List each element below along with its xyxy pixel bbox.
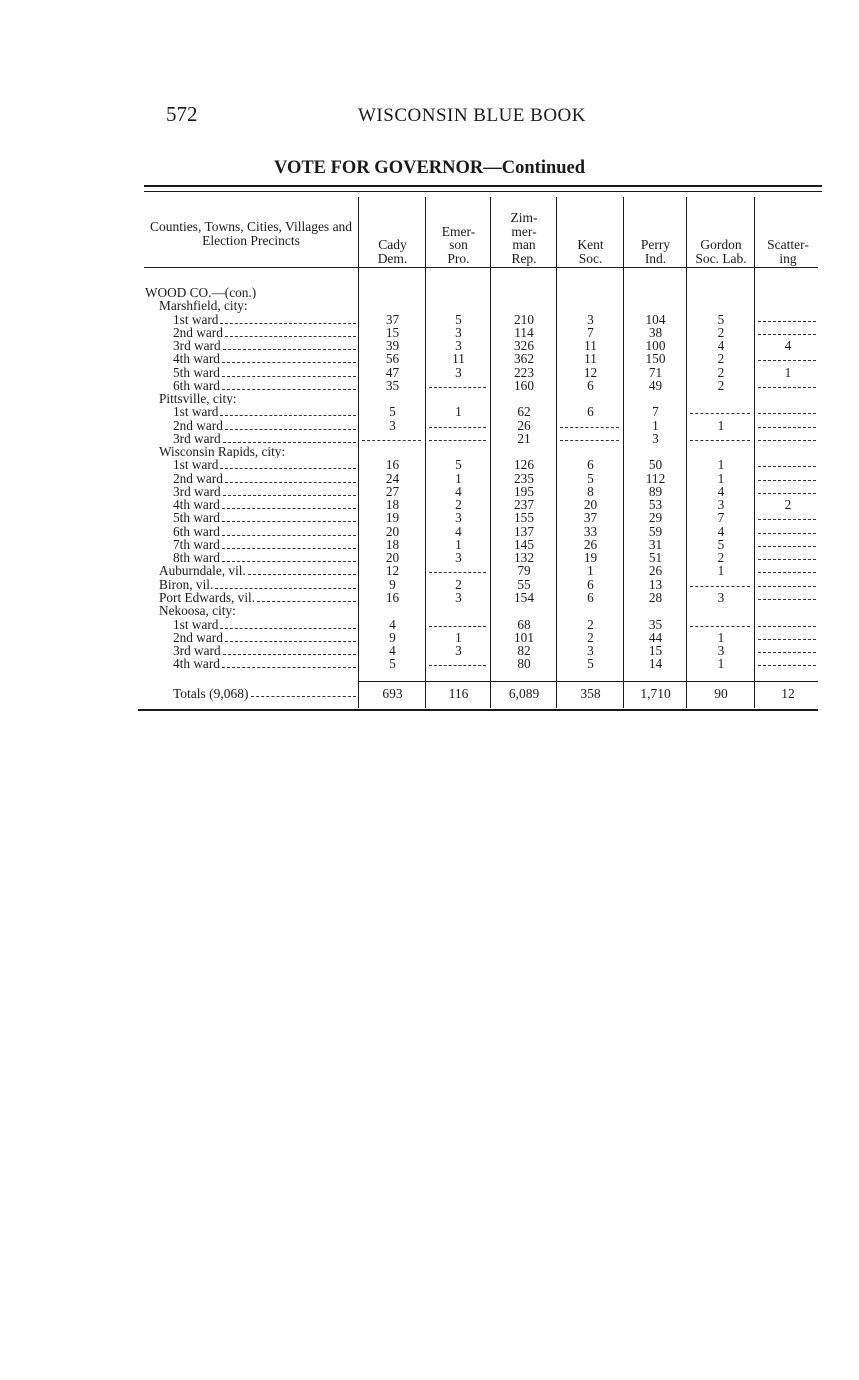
cell-perry: 31: [648, 536, 663, 552]
cell-kent: 5: [587, 470, 594, 486]
cell-emerson: 3: [455, 338, 462, 354]
table-row: [0, 564, 859, 577]
cell-zimmerman: 26: [517, 417, 531, 433]
table-row: [0, 525, 859, 538]
empty-cell-dash: [758, 533, 816, 534]
table-row: [0, 392, 859, 405]
leader-dots: [222, 667, 356, 668]
cell-perry: 13: [648, 576, 663, 592]
empty-cell-dash: [690, 586, 750, 587]
cell-perry: 1: [652, 417, 659, 433]
table-row: [0, 591, 859, 604]
row-label: 7th ward: [173, 537, 220, 552]
column-header-zimmerman-line2: mer-: [511, 223, 537, 239]
total-gordon: 90: [714, 686, 728, 701]
empty-cell-dash: [758, 440, 816, 441]
column-header-zimmerman-line4: Rep.: [511, 250, 537, 266]
cell-kent: 6: [587, 576, 594, 592]
row-label: 2nd ward: [173, 418, 223, 432]
cell-perry: 35: [648, 616, 663, 632]
cell-cady: 12: [385, 563, 400, 579]
cell-zimmerman: 145: [514, 536, 534, 552]
leader-dots: [220, 415, 356, 416]
table-title-suffix: —Continued: [483, 158, 586, 178]
cell-perry: 71: [648, 364, 663, 380]
cell-emerson: 3: [455, 510, 462, 526]
cell-perry: 26: [648, 563, 663, 579]
row-label: Auburndale, vil.: [159, 564, 246, 578]
empty-cell-dash: [758, 427, 816, 428]
column-header-perry-line4: Ind.: [644, 250, 667, 266]
cell-cady: 18: [385, 536, 400, 552]
empty-cell-dash: [758, 413, 816, 414]
cell-cady: 15: [385, 324, 400, 340]
cell-perry: 49: [648, 377, 663, 393]
cell-kent: 1: [587, 563, 594, 579]
cell-perry: 14: [648, 656, 663, 672]
column-header-gordon-line4: Soc. Lab.: [695, 250, 747, 266]
cell-perry: 28: [648, 589, 663, 605]
leader-dots: [222, 376, 356, 377]
cell-gordon: 1: [717, 629, 725, 645]
cell-gordon: 4: [717, 483, 725, 499]
cell-kent: 7: [587, 324, 594, 340]
empty-cell-dash: [758, 599, 816, 600]
cell-emerson: 1: [455, 404, 462, 420]
cell-zimmerman: 114: [514, 324, 534, 340]
cell-zimmerman: 80: [517, 656, 531, 672]
cell-emerson: 3: [455, 643, 462, 659]
row-label: 4th ward: [173, 498, 220, 512]
row-label: 3rd ward: [173, 431, 221, 446]
row-label: 3rd ward: [173, 339, 221, 353]
empty-cell-dash: [758, 572, 816, 573]
cell-emerson: 4: [455, 523, 462, 539]
table-row: [0, 286, 859, 299]
total-perry: 1,710: [640, 686, 671, 701]
column-header-kent-line3: Kent: [577, 237, 604, 252]
table-row: [0, 551, 859, 564]
cell-gordon: 2: [717, 351, 725, 367]
totals-rule: [358, 681, 818, 682]
cell-kent: 6: [587, 404, 594, 420]
table-row: [0, 657, 859, 670]
cell-gordon: 1: [717, 470, 725, 486]
leader-dots: [222, 389, 356, 390]
row-label: Pittsville, city:: [159, 392, 237, 406]
leader-dots: [220, 323, 356, 324]
cell-cady: 3: [389, 417, 396, 433]
table-row: [0, 313, 859, 326]
row-label: 4th ward: [173, 657, 220, 671]
leader-dots: [222, 508, 356, 509]
cell-cady: 16: [385, 457, 400, 473]
cell-kent: 37: [583, 510, 598, 526]
total-kent: 358: [580, 686, 601, 701]
cell-perry: 50: [648, 457, 663, 473]
column-header-perry-line3: Perry: [640, 237, 671, 252]
cell-kent: 11: [584, 338, 597, 354]
cell-kent: 5: [587, 656, 594, 672]
cell-zimmerman: 55: [517, 576, 531, 592]
table-row: [0, 578, 859, 591]
leader-dots: [223, 349, 356, 350]
cell-zimmerman: 155: [514, 510, 534, 526]
bottom-rule: [138, 709, 818, 711]
cell-kent: 3: [587, 311, 594, 327]
cell-emerson: 11: [452, 351, 465, 367]
cell-zimmerman: 82: [517, 643, 531, 659]
column-header-emerson-line4: Pro.: [447, 250, 470, 266]
cell-emerson: 1: [455, 536, 462, 552]
empty-cell-dash: [429, 387, 486, 388]
cell-kent: 12: [583, 364, 598, 380]
empty-cell-dash: [758, 586, 816, 587]
cell-emerson: 3: [455, 364, 462, 380]
cell-cady: 20: [385, 523, 400, 539]
cell-gordon: 5: [717, 311, 725, 327]
cell-scattering: 4: [784, 338, 792, 354]
empty-cell-dash: [429, 427, 486, 428]
table-row: [0, 538, 859, 551]
empty-cell-dash: [362, 440, 421, 441]
leader-dots: [223, 495, 356, 496]
leader-dots: [223, 442, 356, 443]
table-row: [0, 458, 859, 471]
empty-cell-dash: [429, 665, 486, 666]
cell-kent: 8: [587, 483, 594, 499]
cell-perry: 44: [648, 629, 663, 645]
total-emerson: 116: [448, 686, 469, 701]
cell-zimmerman: 362: [514, 351, 534, 367]
empty-cell-dash: [758, 639, 816, 640]
cell-emerson: 1: [455, 629, 462, 645]
table-row: [0, 618, 859, 631]
total-zimmerman: 6,089: [508, 686, 540, 701]
cell-zimmerman: 132: [514, 550, 534, 566]
cell-emerson: 1: [455, 470, 462, 486]
column-header-scattering-line4: ing: [779, 250, 797, 266]
cell-perry: 100: [645, 338, 666, 354]
cell-cady: 9: [389, 576, 396, 592]
empty-cell-dash: [560, 440, 619, 441]
cell-kent: 33: [583, 523, 598, 539]
cell-gordon: 3: [717, 589, 725, 605]
cell-zimmerman: 326: [514, 338, 534, 354]
table-row: [0, 511, 859, 524]
cell-emerson: 3: [455, 550, 462, 566]
cell-perry: 59: [648, 523, 663, 539]
table-row: [0, 604, 859, 617]
cell-zimmerman: 62: [517, 404, 531, 420]
empty-cell-dash: [560, 427, 619, 428]
cell-gordon: 3: [717, 643, 725, 659]
column-header-zimmerman-line1: Zim-: [510, 210, 538, 225]
cell-emerson: 2: [455, 576, 462, 592]
cell-cady: 56: [385, 351, 400, 367]
cell-cady: 18: [385, 497, 400, 513]
cell-zimmerman: 21: [517, 430, 531, 446]
table-row: [0, 366, 859, 379]
cell-emerson: 5: [455, 311, 462, 327]
cell-cady: 5: [389, 656, 396, 672]
row-label: 2nd ward: [173, 325, 223, 340]
table-row: [0, 299, 859, 312]
cell-perry: 51: [648, 550, 663, 566]
row-label: WOOD CO.—(con.): [145, 286, 257, 300]
cell-zimmerman: 235: [514, 470, 534, 486]
cell-zimmerman: 210: [514, 311, 534, 327]
cell-gordon: 7: [717, 510, 725, 526]
top-rule-thin: [144, 191, 822, 192]
cell-cady: 4: [389, 616, 396, 632]
column-header-emerson-line3: son: [449, 237, 468, 252]
cell-perry: 7: [652, 404, 659, 420]
totals-label: Totals (9,068): [173, 686, 249, 701]
cell-zimmerman: 101: [514, 629, 534, 645]
empty-cell-dash: [758, 360, 816, 361]
cell-zimmerman: 154: [514, 589, 534, 605]
row-label: Biron, vil.: [159, 577, 214, 592]
empty-cell-dash: [758, 665, 816, 666]
cell-zimmerman: 160: [514, 377, 534, 393]
empty-cell-dash: [429, 440, 486, 441]
cell-kent: 19: [583, 550, 598, 566]
table-title: [0, 158, 859, 179]
row-label: Marshfield, city:: [159, 299, 248, 313]
table-row: [0, 445, 859, 458]
leader-dots: [225, 641, 356, 642]
row-label: Port Edwards, vil.: [159, 590, 256, 605]
cell-gordon: 1: [717, 457, 725, 473]
row-label: 2nd ward: [173, 630, 223, 645]
row-label: 2nd ward: [173, 471, 223, 485]
row-label: Wisconsin Rapids, city:: [159, 445, 286, 459]
cell-emerson: 5: [455, 457, 462, 473]
row-label: 5th ward: [173, 511, 220, 525]
cell-kent: 6: [587, 589, 594, 605]
table-row: [0, 485, 859, 498]
cell-zimmerman: 79: [517, 563, 531, 579]
cell-zimmerman: 237: [514, 497, 534, 513]
cell-cady: 37: [385, 311, 400, 327]
empty-cell-dash: [758, 387, 816, 388]
row-label: 3rd ward: [173, 644, 221, 658]
cell-zimmerman: 126: [514, 457, 534, 473]
column-header-cady-line3: Cady: [378, 237, 407, 252]
empty-cell-dash: [690, 440, 750, 441]
empty-cell-dash: [429, 626, 486, 627]
cell-perry: 53: [648, 497, 663, 513]
cell-gordon: 1: [717, 417, 725, 433]
cell-kent: 3: [587, 643, 594, 659]
table-row: [0, 339, 859, 352]
cell-cady: 16: [385, 589, 400, 605]
leader-dots: [225, 429, 356, 430]
cell-perry: 15: [648, 643, 663, 659]
header-rule: [144, 267, 818, 268]
cell-emerson: 3: [455, 589, 462, 605]
leader-dots: [220, 628, 356, 629]
cell-gordon: 1: [717, 656, 725, 672]
cell-gordon: 2: [717, 377, 725, 393]
total-cady: 693: [382, 686, 403, 701]
leader-dots: [225, 482, 356, 483]
cell-gordon: 1: [717, 563, 725, 579]
cell-cady: 47: [385, 364, 400, 380]
stub-header: Counties, Towns, Cities, Villages and Election Precincts: [149, 219, 353, 248]
cell-emerson: 2: [455, 497, 462, 513]
cell-zimmerman: 223: [514, 364, 534, 380]
empty-cell-dash: [758, 519, 816, 520]
cell-perry: 89: [648, 483, 663, 499]
leader-dots: [222, 535, 356, 536]
row-label: 1st ward: [173, 312, 219, 326]
cell-gordon: 2: [717, 364, 725, 380]
cell-cady: 39: [385, 338, 400, 354]
row-label: 6th ward: [173, 524, 220, 538]
total-scattering: 12: [781, 686, 795, 701]
cell-perry: 29: [648, 510, 663, 526]
leader-dots: [222, 521, 356, 522]
cell-gordon: 4: [717, 338, 725, 354]
cell-kent: 11: [584, 351, 597, 367]
row-label: 1st ward: [173, 405, 219, 419]
cell-cady: 35: [385, 377, 400, 393]
cell-kent: 20: [583, 497, 598, 513]
table-row: [0, 419, 859, 432]
cell-zimmerman: 137: [514, 523, 534, 539]
table-row: [0, 644, 859, 657]
table-row: [0, 326, 859, 339]
cell-perry: 150: [645, 351, 666, 367]
cell-kent: 2: [587, 629, 594, 645]
column-header-cady-line4: Dem.: [377, 250, 408, 266]
table-row: [0, 405, 859, 418]
table-row: [0, 498, 859, 511]
cell-cady: 20: [385, 550, 400, 566]
empty-cell-dash: [758, 652, 816, 653]
cell-gordon: 4: [717, 523, 725, 539]
table-row: [0, 631, 859, 644]
cell-cady: 27: [385, 483, 400, 499]
cell-perry: 38: [648, 324, 663, 340]
row-label: 1st ward: [173, 617, 219, 631]
row-label: 6th ward: [173, 378, 220, 393]
leader-dots: [223, 654, 356, 655]
column-header-scattering-line3: Scatter-: [767, 237, 809, 252]
column-header-gordon-line3: Gordon: [700, 237, 742, 252]
row-label: 3rd ward: [173, 484, 221, 499]
leader-dots: [222, 362, 356, 363]
row-label: 8th ward: [173, 551, 220, 565]
cell-cady: 5: [389, 404, 396, 420]
cell-zimmerman: 195: [514, 483, 534, 499]
leader-dots: [257, 601, 356, 602]
cell-perry: 3: [652, 430, 659, 446]
empty-cell-dash: [758, 546, 816, 547]
running-head: WISCONSIN BLUE BOOK: [358, 105, 586, 126]
row-label: Nekoosa, city:: [159, 604, 236, 618]
leader-dots: [222, 548, 356, 549]
cell-gordon: 5: [717, 536, 725, 552]
cell-perry: 104: [645, 311, 666, 327]
empty-cell-dash: [429, 572, 486, 573]
cell-perry: 112: [645, 470, 666, 486]
cell-scattering: 2: [784, 497, 792, 513]
cell-kent: 6: [587, 377, 594, 393]
cell-kent: 6: [587, 457, 594, 473]
cell-emerson: 3: [455, 324, 462, 340]
empty-cell-dash: [758, 321, 816, 322]
page-number: 572: [166, 102, 198, 126]
empty-cell-dash: [758, 334, 816, 335]
leader-dots: [222, 561, 356, 562]
table-row: [0, 472, 859, 485]
empty-cell-dash: [758, 466, 816, 467]
leader-dots: [225, 336, 356, 337]
table-row: [0, 352, 859, 365]
cell-gordon: 3: [717, 497, 725, 513]
row-label: 1st ward: [173, 458, 219, 472]
empty-cell-dash: [758, 493, 816, 494]
row-label: 4th ward: [173, 352, 220, 366]
table-row: [0, 432, 859, 445]
empty-cell-dash: [758, 559, 816, 560]
leader-dots: [220, 468, 356, 469]
row-label: 5th ward: [173, 365, 220, 379]
cell-zimmerman: 68: [517, 616, 531, 632]
empty-cell-dash: [758, 626, 816, 627]
cell-gordon: 2: [717, 324, 725, 340]
cell-scattering: 1: [784, 364, 792, 380]
cell-kent: 2: [587, 616, 594, 632]
cell-cady: 4: [389, 643, 396, 659]
empty-cell-dash: [690, 413, 750, 414]
leader-dots: [215, 588, 356, 589]
cell-kent: 26: [583, 536, 598, 552]
cell-cady: 9: [389, 629, 396, 645]
column-header-emerson-line2: Emer-: [441, 223, 476, 239]
leader-dots: [248, 574, 356, 575]
cell-emerson: 4: [455, 483, 462, 499]
cell-cady: 24: [385, 470, 400, 486]
top-rule-thick: [144, 185, 822, 187]
table-row: [0, 379, 859, 392]
empty-cell-dash: [690, 626, 750, 627]
leader-dots: [251, 696, 356, 697]
cell-gordon: 2: [717, 550, 725, 566]
column-header-zimmerman-line3: man: [512, 237, 536, 252]
column-header-kent-line4: Soc.: [578, 250, 603, 266]
cell-cady: 19: [385, 510, 400, 526]
table-title-main: VOTE FOR GOVERNOR: [273, 158, 484, 178]
empty-cell-dash: [758, 480, 816, 481]
